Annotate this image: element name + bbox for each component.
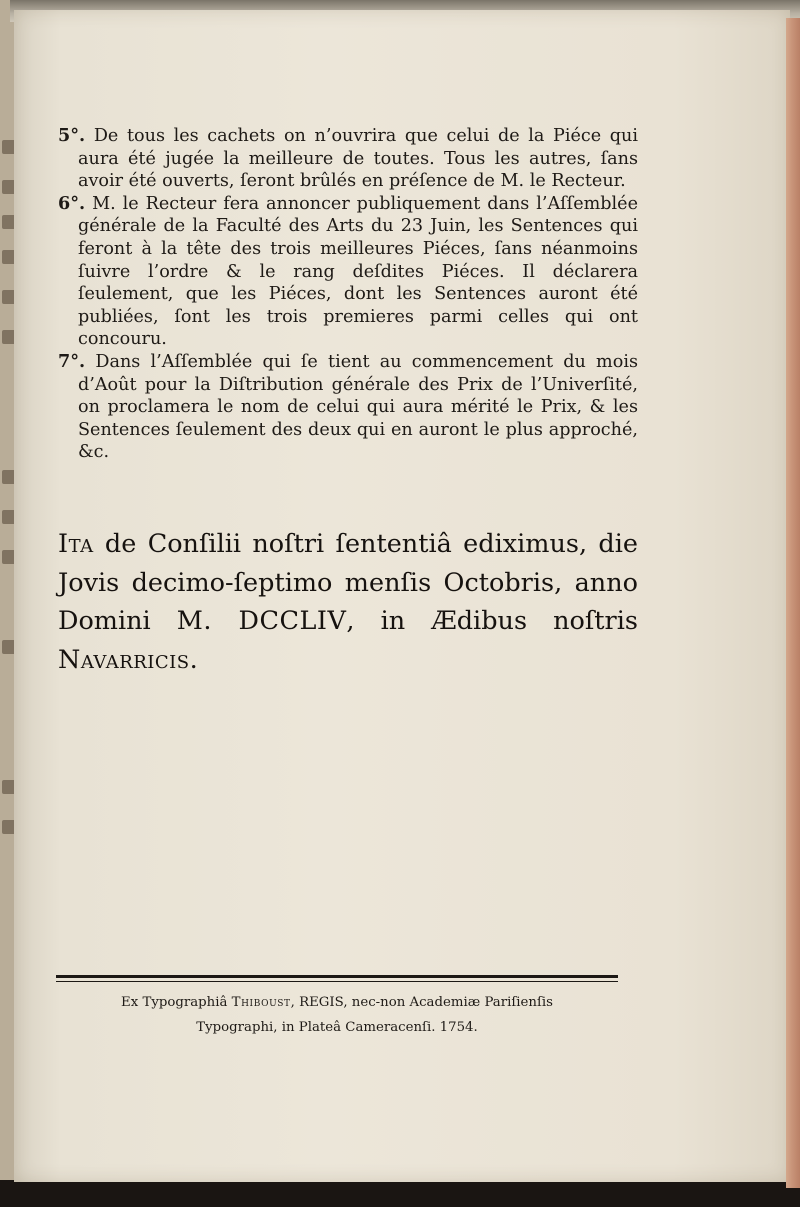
article-number: 5°. [58, 125, 86, 146]
closing-place: Navarricis [58, 644, 190, 675]
closing-text-2: , in Ædibus noſtris [346, 606, 638, 636]
article-text: De tous les cachets on n’ouvrira que celui de la Piéce qui aura été jugée la meilleure de toutes. Tous les autres, ſans avoir été ouverts, ſeront brûlés en préſence de M. le Recteur. [78, 126, 639, 192]
article-number: 7°. [58, 350, 86, 372]
article-number: 6°. [58, 192, 86, 214]
imprint-printer: Thiboust [231, 995, 291, 1010]
article-text: Dans l’Aſſemblée qui ſe tient au commencement du mois d’Août pour la Diſtribution générale des Prix de l’Univerſité, on proclamera le nom de celui qui aura mérité le Prix, & les Sentences ſeulement des deux qui en auront le plus approché, &c. [78, 351, 638, 463]
article-7 [58, 351, 638, 464]
closing-end: . [189, 644, 198, 675]
articles-block [58, 125, 638, 464]
article-6 [58, 193, 638, 351]
closing-lead: Ita [58, 529, 94, 559]
closing-decree [58, 525, 638, 679]
page-fore-edge [786, 18, 800, 1188]
printer-imprint [56, 990, 618, 1040]
imprint-line-2: Typographi, in Plateâ Cameracenſi. 1754. [196, 1020, 478, 1035]
article-5 [58, 125, 638, 193]
imprint-rule-thin [56, 981, 618, 982]
article-text: M. le Recteur fera annoncer publiquement dans l’Aſſemblée générale de la Faculté des Arts du 23 Juin, les Sentences qui feront à la tête des trois meilleures Piéces, ſans néanmoins ſuivre l’ordre & le rang deſdites Piéces. Il déclarera ſeulement, que les Piéces, dont les Sentences auront été publiées, ſont les trois premieres parmi celles qui ont concouru. [78, 193, 639, 350]
imprint-rule-thick [56, 975, 618, 978]
closing-year: M. DCCLIV [176, 606, 347, 636]
imprint-ex: Ex Typographiâ [121, 995, 232, 1010]
closing-text-1: de Conſilii noſtri ſententiâ ediximus, die Jovis decimo-ſeptimo menſis Octobris, anno Domini [58, 529, 638, 636]
imprint-rest-1: , REGIS, nec-non Academiæ Pariſienſis [290, 995, 553, 1010]
imprint-line-1 [56, 990, 618, 1015]
